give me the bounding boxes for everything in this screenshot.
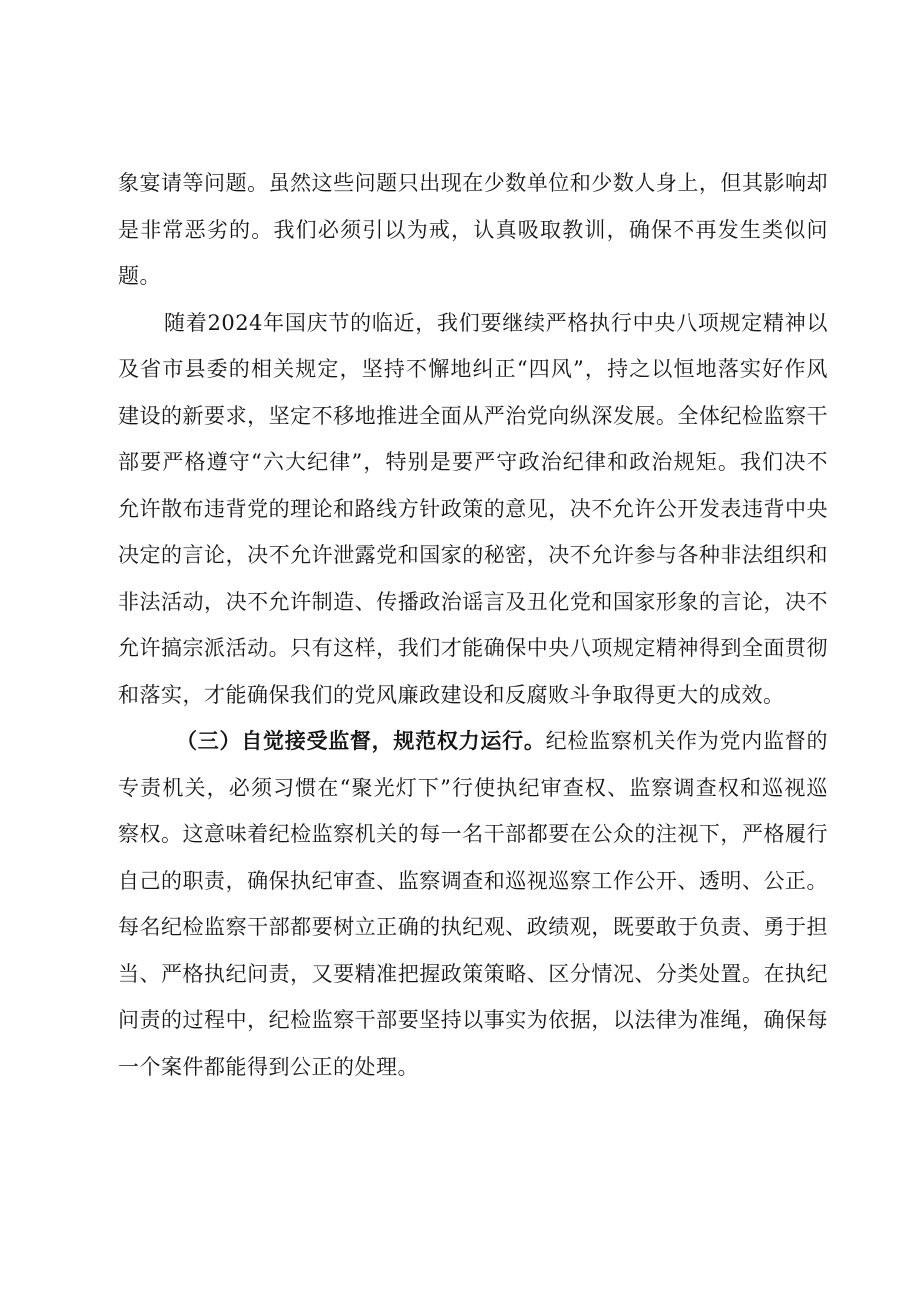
paragraph-continuation xyxy=(118,160,828,300)
paragraph-text: 纪检监察机关作为党内监督的专责机关，必须习惯在“聚光灯下”行使执纪审查权、监察调查权和巡视巡察权。这意味着纪检监察机关的每一名干部都要在公众的注视下，严格履行自己的职责，确保执纪审查、监察调查和巡视巡察工作公开、透明、公正。每名纪检监察干部都要树立正确的执纪观、政绩观，既要敢于负责、勇于担当、严格执纪问责，又要精准把握政策策略、区分情况、分类处置。在执纪问责的过程中，纪检监察干部要坚持以事实为依据，以法律为准绳，确保每一个案件都能得到公正的处理。 xyxy=(118,729,829,1079)
paragraph-text: 随着2024年国庆节的临近，我们要继续严格执行中央八项规定精神以及省市县委的相关规定，坚持不懈地纠正“四风”，持之以恒地落实好作风建设的新要求，坚定不移地推进全面从严治党向纵深发展。全体纪检监察干部要严格遵守“六大纪律”，特别是要严守政治纪律和政治规矩。我们决不允许散布违背党的理论和路线方针政策的意见，决不允许公开发表违背中央决定的言论，决不允许泄露党和国家的秘密，决不允许参与各种非法组织和非法活动，决不允许制造、传播政治谣言及丑化党和国家形象的言论，决不允许搞宗派活动。只有这样，我们才能确保中央八项规定精神得到全面贯彻和落实，才能确保我们的党风廉政建设和反腐败斗争取得更大的成效。 xyxy=(118,310,828,707)
paragraph-national-day xyxy=(118,300,828,719)
paragraph-supervision xyxy=(118,718,828,1090)
document-body xyxy=(118,160,828,1090)
paragraph-text: 象宴请等问题。虽然这些问题只出现在少数单位和少数人身上，但其影响却是非常恶劣的。我们必须引以为戒，认真吸取教训，确保不再发生类似问题。 xyxy=(118,171,828,288)
section-heading: （三）自觉接受监督，规范权力运行。 xyxy=(176,729,546,753)
